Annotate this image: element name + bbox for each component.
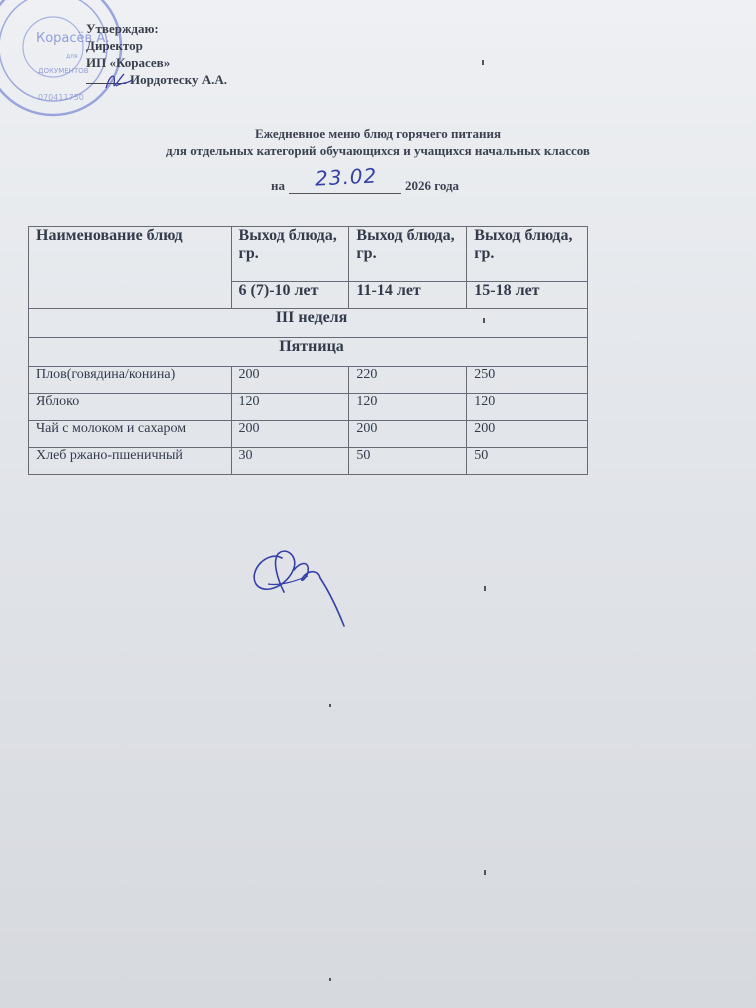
handwritten-signature <box>238 540 348 630</box>
table-header-row <box>29 227 588 282</box>
page-speck <box>483 318 485 323</box>
approval-company: ИП «Корасев» <box>86 55 171 70</box>
table-row <box>29 367 588 394</box>
stamp-number: 070411750 <box>38 93 84 102</box>
day-row <box>29 338 588 367</box>
dish-value-2: 200 <box>349 421 467 448</box>
table-row <box>29 421 588 448</box>
dish-value-1: 30 <box>231 448 349 475</box>
page-speck <box>329 978 331 981</box>
age-group-3: 15-18 лет <box>467 282 588 309</box>
header-dish-name: Наименование блюд <box>29 227 232 309</box>
day-label: Пятница <box>29 338 588 367</box>
header-output-3: Выход блюда, гр. <box>467 227 588 282</box>
dish-name: Чай с молоком и сахаром <box>29 421 232 448</box>
dish-name: Хлеб ржано-пшеничный <box>29 448 232 475</box>
week-row <box>29 309 588 338</box>
approval-position: Директор <box>86 38 143 53</box>
page-speck <box>329 704 331 707</box>
age-group-2: 11-14 лет <box>349 282 467 309</box>
approval-person: Иордотеску А.А. <box>130 72 227 87</box>
dish-value-2: 220 <box>349 367 467 394</box>
document-subtitle: для отдельных категорий обучающихся и учащихся начальных классов <box>166 143 590 158</box>
stamp-mid: для <box>66 53 78 60</box>
date-line <box>271 163 460 194</box>
page-speck <box>482 60 484 65</box>
dish-value-2: 120 <box>349 394 467 421</box>
dish-value-3: 50 <box>467 448 588 475</box>
dish-value-1: 120 <box>231 394 349 421</box>
dish-value-3: 120 <box>467 394 588 421</box>
table-row <box>29 394 588 421</box>
handwritten-date: 23.02 <box>314 163 378 191</box>
page-speck <box>484 586 486 591</box>
header-output-1: Выход блюда, гр. <box>231 227 349 282</box>
header-output-2: Выход блюда, гр. <box>349 227 467 282</box>
week-label: III неделя <box>29 309 588 338</box>
dish-value-3: 200 <box>467 421 588 448</box>
director-signature-mark <box>102 68 136 94</box>
age-group-1: 6 (7)-10 лет <box>231 282 349 309</box>
dish-value-1: 200 <box>231 367 349 394</box>
stamp-name: Корасёв А. <box>36 31 110 46</box>
dish-name: Плов(говядина/конина) <box>29 367 232 394</box>
date-field <box>289 163 401 194</box>
dish-value-2: 50 <box>349 448 467 475</box>
page-speck <box>484 870 486 875</box>
dish-value-3: 250 <box>467 367 588 394</box>
document-title: Ежедневное меню блюд горячего питания <box>255 126 501 141</box>
dish-name: Яблоко <box>29 394 232 421</box>
table-row <box>29 448 588 475</box>
menu-table <box>28 226 588 475</box>
approval-label: Утверждаю: <box>86 21 159 36</box>
dish-value-1: 200 <box>231 421 349 448</box>
stamp-docs: ДОКУМЕНТОВ <box>38 67 89 75</box>
date-year: 2026 года <box>405 178 460 193</box>
date-prefix: на <box>271 178 285 193</box>
